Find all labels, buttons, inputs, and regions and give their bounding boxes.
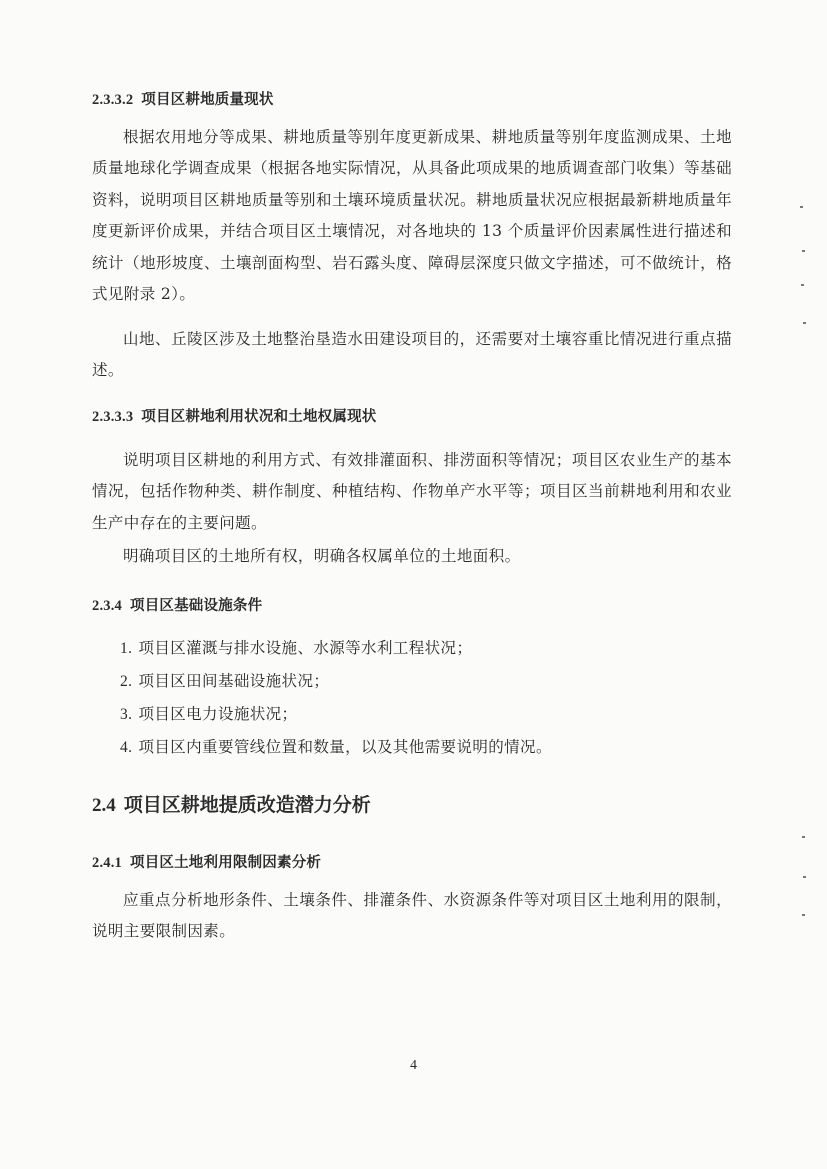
scan-speck <box>800 206 803 208</box>
heading-2-3-4 <box>92 594 262 615</box>
scan-speck <box>802 250 805 252</box>
scan-speck <box>802 836 805 838</box>
heading-2-3-3-3 <box>92 405 376 426</box>
paragraph: 应重点分析地形条件、土壤条件、排灌条件、水资源条件等对项目区土地利用的限制，说明主要限制因素。 <box>92 891 732 941</box>
scan-speck <box>802 914 805 916</box>
section-number: 2.4.1 <box>92 855 122 871</box>
list-item: 3. 项目区电力设施状况； <box>120 705 298 723</box>
list-item: 1. 项目区灌溉与排水设施、水源等水利工程状况； <box>120 639 473 657</box>
paragraph: 根据农用地分等成果、耕地质量等别年度更新成果、耕地质量等别年度监测成果、土地质量地球化学调查成果（根据各地实际情况，从具备此项成果的地质调查部门收集）等基础资料，说明项目区耕地质量等别和土壤环境质量状况。耕地质量状况应根据最新耕地质量年度更新评价成果，并结合项目区土壤情况，对各地块的 13 个质量评价因素属性进行描述和统计（地形坡度、土壤剖面构型、岩石露头度、障碍层深度只做文字描述，可不做统计，格式见附录 2）。 <box>92 128 732 304</box>
section-title: 项目区土地利用限制因素分析 <box>130 854 322 871</box>
section-number: 2.3.4 <box>92 598 122 614</box>
section-number: 2.3.3.2 <box>92 92 134 108</box>
section-title: 项目区基础设施条件 <box>130 597 263 614</box>
heading-2-3-3-2 <box>92 88 274 109</box>
paragraph: 说明项目区耕地的利用方式、有效排灌面积、排涝面积等情况；项目区农业生产的基本情况，包括作物种类、耕作制度、种植结构、作物单产水平等；项目区当前耕地利用和农业生产中存在的主要问题。 <box>92 451 732 532</box>
section-title: 项目区耕地质量现状 <box>141 91 274 108</box>
section-title: 项目区耕地提质改造潜力分析 <box>123 794 371 816</box>
heading-2-4 <box>92 790 371 817</box>
section-number: 2.3.3.3 <box>92 409 134 425</box>
section-title: 项目区耕地利用状况和土地权属现状 <box>141 408 377 425</box>
paragraph: 明确项目区的土地所有权，明确各权属单位的土地面积。 <box>123 547 521 565</box>
scan-speck <box>803 876 806 878</box>
list-item: 2. 项目区田间基础设施状况； <box>120 672 330 690</box>
section-number: 2.4 <box>92 795 116 816</box>
list-item: 4. 项目区内重要管线位置和数量，以及其他需要说明的情况。 <box>120 738 552 756</box>
page-number: 4 <box>410 1058 417 1073</box>
scan-speck <box>801 284 804 286</box>
scan-speck <box>803 322 806 324</box>
heading-2-4-1 <box>92 851 321 872</box>
paragraph: 山地、丘陵区涉及土地整治垦造水田建设项目的，还需要对土壤容重比情况进行重点描述。 <box>92 330 732 380</box>
